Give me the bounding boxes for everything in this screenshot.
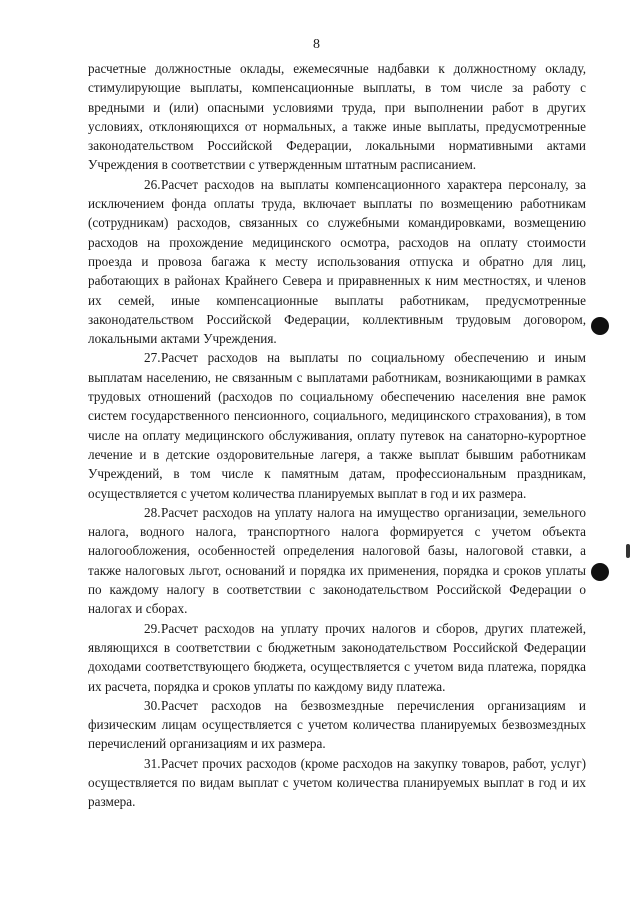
punch-hole-mark: [591, 563, 609, 581]
paragraph-continuation: [88, 59, 586, 175]
paragraph-number: 28.: [144, 504, 161, 520]
paragraph-28: [88, 503, 586, 619]
paragraph-text: Расчет расходов на уплату прочих налогов и сборов, других платежей, являющихся в соответствии с бюджетным законодательством Российской Федерации доходами соответствующего бюджета, осуществляется с учетом вида платежа, порядка их расчета, порядка и сроков уплаты по каждому виду платежа.: [88, 620, 586, 694]
paragraph-number: 31.: [144, 755, 161, 771]
page-number: 8: [313, 37, 320, 52]
paragraph-27: [88, 348, 586, 502]
paragraph-number: 30.: [144, 697, 161, 713]
paragraph-29: [88, 619, 586, 696]
paragraph-26: [88, 175, 586, 349]
document-body: [88, 59, 586, 812]
paragraph-31: [88, 754, 586, 812]
scan-edge-mark: [626, 544, 630, 558]
paragraph-text: расчетные должностные оклады, ежемесячные надбавки к должностному окладу, стимулирующие выплаты, компенсационные выплаты, в том числе за работу с вредными и (или) опасными условиями труда, при выполнении работ в других условиях, отклоняющихся от нормальных, а также иные выплаты, предусмотренные законодательством Российской Федерации, локальными нормативными актами Учреждения в соответствии с утвержденным штатным расписанием.: [88, 61, 586, 173]
punch-hole-mark: [591, 317, 609, 335]
paragraph-text: Расчет расходов на безвозмездные перечисления организациям и физическим лицам осуществляется с учетом количества планируемых безвозмездных перечислений организациям и их размера.: [88, 697, 586, 752]
paragraph-number: 29.: [144, 620, 161, 636]
paragraph-text: Расчет прочих расходов (кроме расходов на закупку товаров, работ, услуг) осуществляется по видам выплат с учетом количества планируемых выплат в год и их размера.: [88, 755, 586, 810]
paragraph-text: Расчет расходов на выплаты по социальному обеспечению и иным выплатам населению, не связанным с выплатами работникам, возникающими в рамках трудовых отношений (расходов по социальному обеспечению населения вне рамок систем государственного пенсионного, социального, медицинского страхования), в том числе на оплату медицинского обслуживания, оплату путевок на санаторно-курортное лечение и в детские оздоровительные лагеря, а также выплат бывшим работникам Учреждений, в том числе к памятным датам, профессиональным праздникам, осуществляется с учетом количества планируемых выплат в год и их размера.: [88, 350, 586, 501]
paragraph-text: Расчет расходов на выплаты компенсационного характера персоналу, за исключением фонда оплаты труда, включает выплаты по возмещению работникам (сотрудникам) расходов, связанных со служебными командировками, возмещению расходов на прохождение медицинского осмотра, расходов на оплату стоимости проезда и провоза багажа к месту использования отпуска и обратно для лиц, работающих в районах Крайнего Севера и приравненных к ним местностях, и членов их семей, иные компенсационные выплаты работникам, предусмотренные законодательством Российской Федерации, коллективным трудовым договором, локальными актами Учреждения.: [88, 176, 586, 347]
paragraph-text: Расчет расходов на уплату налога на имущество организации, земельного налога, водного налога, транспортного налога формируется с учетом объекта налогообложения, особенностей определения налоговой базы, налоговой ставки, а также налоговых льгот, оснований и порядка их применения, порядка и сроков уплаты по каждому налогу в соответствии с законодательством Российской Федерации о налогах и сборах.: [88, 504, 586, 617]
paragraph-number: 27.: [144, 350, 161, 366]
paragraph-30: [88, 696, 586, 754]
paragraph-number: 26.: [144, 176, 161, 192]
